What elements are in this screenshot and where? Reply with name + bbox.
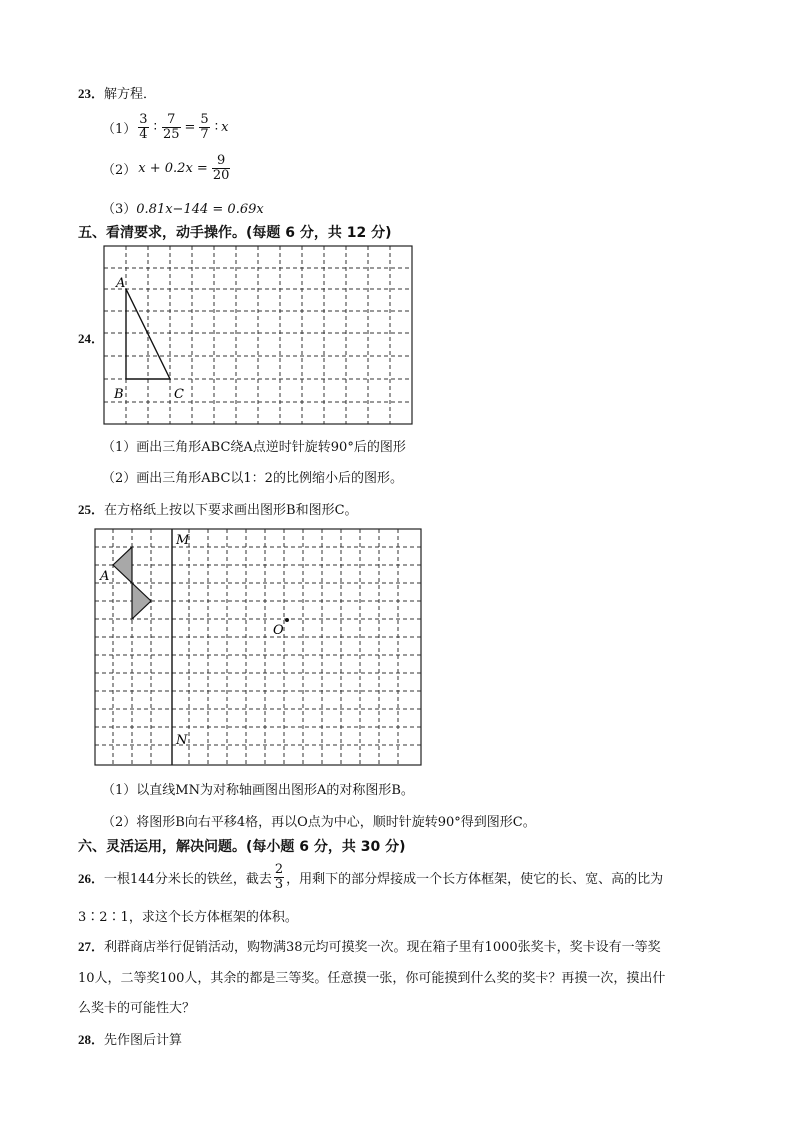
q25-number: 25．: [78, 502, 105, 517]
point-o-label: O: [273, 623, 284, 638]
q27-line2: 10人，二等奖100人，其余的都是三等奖。任意摸一张，你可能摸到什么奖的奖卡？再摸一次，摸出什: [78, 971, 666, 986]
q23-sub3: [102, 198, 264, 217]
q25-grid-figure: [94, 528, 424, 768]
numerator: 9: [212, 154, 231, 169]
shape-a-upper-triangle: [113, 547, 132, 583]
q24-number-text: 24．: [78, 331, 105, 346]
ratio-sign: ∶: [214, 119, 219, 135]
q27-line1-text: 利群商店举行促销活动，购物满38元均可摸奖一次。现在箱子里有1000张奖卡，奖卡设有一等奖: [104, 940, 661, 955]
q26-line1: [78, 860, 663, 894]
q25-part2: （2）将图形B向右平移4格，再以O点为中心，顺时针旋转90°得到图形C。: [102, 815, 536, 830]
ratio-sign: ∶: [153, 119, 157, 135]
numerator: 2: [274, 861, 284, 877]
denominator: 3: [274, 876, 284, 892]
q23-title: 解方程．: [104, 87, 157, 102]
point-b-label: B: [114, 387, 124, 402]
q24-part2: （2）画出三角形ABC以1：2的比例缩小后的图形。: [102, 471, 403, 486]
equals-sign: =: [184, 119, 196, 135]
fraction: [199, 113, 209, 141]
point-n-label: N: [176, 733, 188, 748]
q23-sub1-label: （1）: [102, 121, 137, 137]
grid-border: [95, 529, 421, 765]
section-five-title: 五、看清要求，动手操作。(每题 6 分，共 12 分): [78, 225, 392, 241]
denominator: 25: [162, 126, 180, 142]
q25-title: 在方格纸上按以下要求画出图形B和图形C。: [104, 503, 358, 518]
shape-a-label: A: [100, 569, 110, 584]
q23-sub3-label: （3）: [102, 202, 137, 217]
q26-line2: 3∶2∶1，求这个长方体框架的体积。: [78, 910, 298, 925]
q24-part1: （1）画出三角形ABC绕A点逆时针旋转90°后的图形: [102, 440, 406, 455]
q27-number: 27．: [78, 939, 105, 954]
q24-number: [78, 328, 104, 347]
q23-sub1: [102, 112, 228, 142]
q27-line1: [78, 936, 661, 955]
grid-border: [104, 246, 412, 424]
denominator: 20: [212, 167, 230, 183]
q28-header: [78, 1029, 182, 1048]
numerator: 5: [200, 111, 209, 127]
numerator: 3: [139, 111, 148, 127]
q28-number: 28．: [78, 1032, 105, 1047]
q27-line3: 么奖卡的可能性大？: [78, 1001, 196, 1016]
q28-title: 先作图后计算: [104, 1033, 183, 1048]
q23-header: [78, 83, 156, 102]
q23-sub2: [102, 152, 232, 184]
q23-number: 23．: [78, 86, 105, 101]
equation-lhs: x + 0.2x =: [138, 160, 208, 176]
section-six-title: 六、灵活运用，解决问题。(每小题 6 分，共 30 分): [78, 839, 406, 855]
point-o: [285, 618, 289, 622]
q23-sub2-label: （2）: [102, 162, 137, 178]
shape-a-lower-triangle: [132, 583, 151, 619]
denominator: 7: [200, 126, 209, 142]
fraction: [162, 113, 181, 141]
q26-text-before: 一根144分米长的铁丝，截去: [104, 871, 272, 887]
fraction: [138, 113, 148, 141]
variable-x: x: [221, 119, 229, 135]
grid-dashed-lines: [104, 246, 412, 424]
q26-text-after: ，用剩下的部分焊接成一个长方体框架，使它的长、宽、高的比为: [286, 871, 664, 887]
numerator: 7: [162, 113, 181, 128]
equation: 0.81x−144 = 0.69x: [136, 202, 264, 217]
q25-part1: （1）以直线MN为对称轴画图出图形A的对称图形B。: [102, 783, 414, 798]
fraction: [274, 863, 284, 891]
denominator: 4: [139, 126, 148, 142]
q24-grid-figure: [102, 244, 414, 428]
point-m-label: M: [176, 533, 190, 548]
q26-number: 26．: [78, 870, 105, 886]
grid-dashed-lines: [95, 529, 421, 765]
point-a-label: A: [116, 276, 126, 291]
point-c-label: C: [174, 387, 184, 402]
fraction: [212, 154, 231, 182]
q25-header: [78, 499, 358, 518]
